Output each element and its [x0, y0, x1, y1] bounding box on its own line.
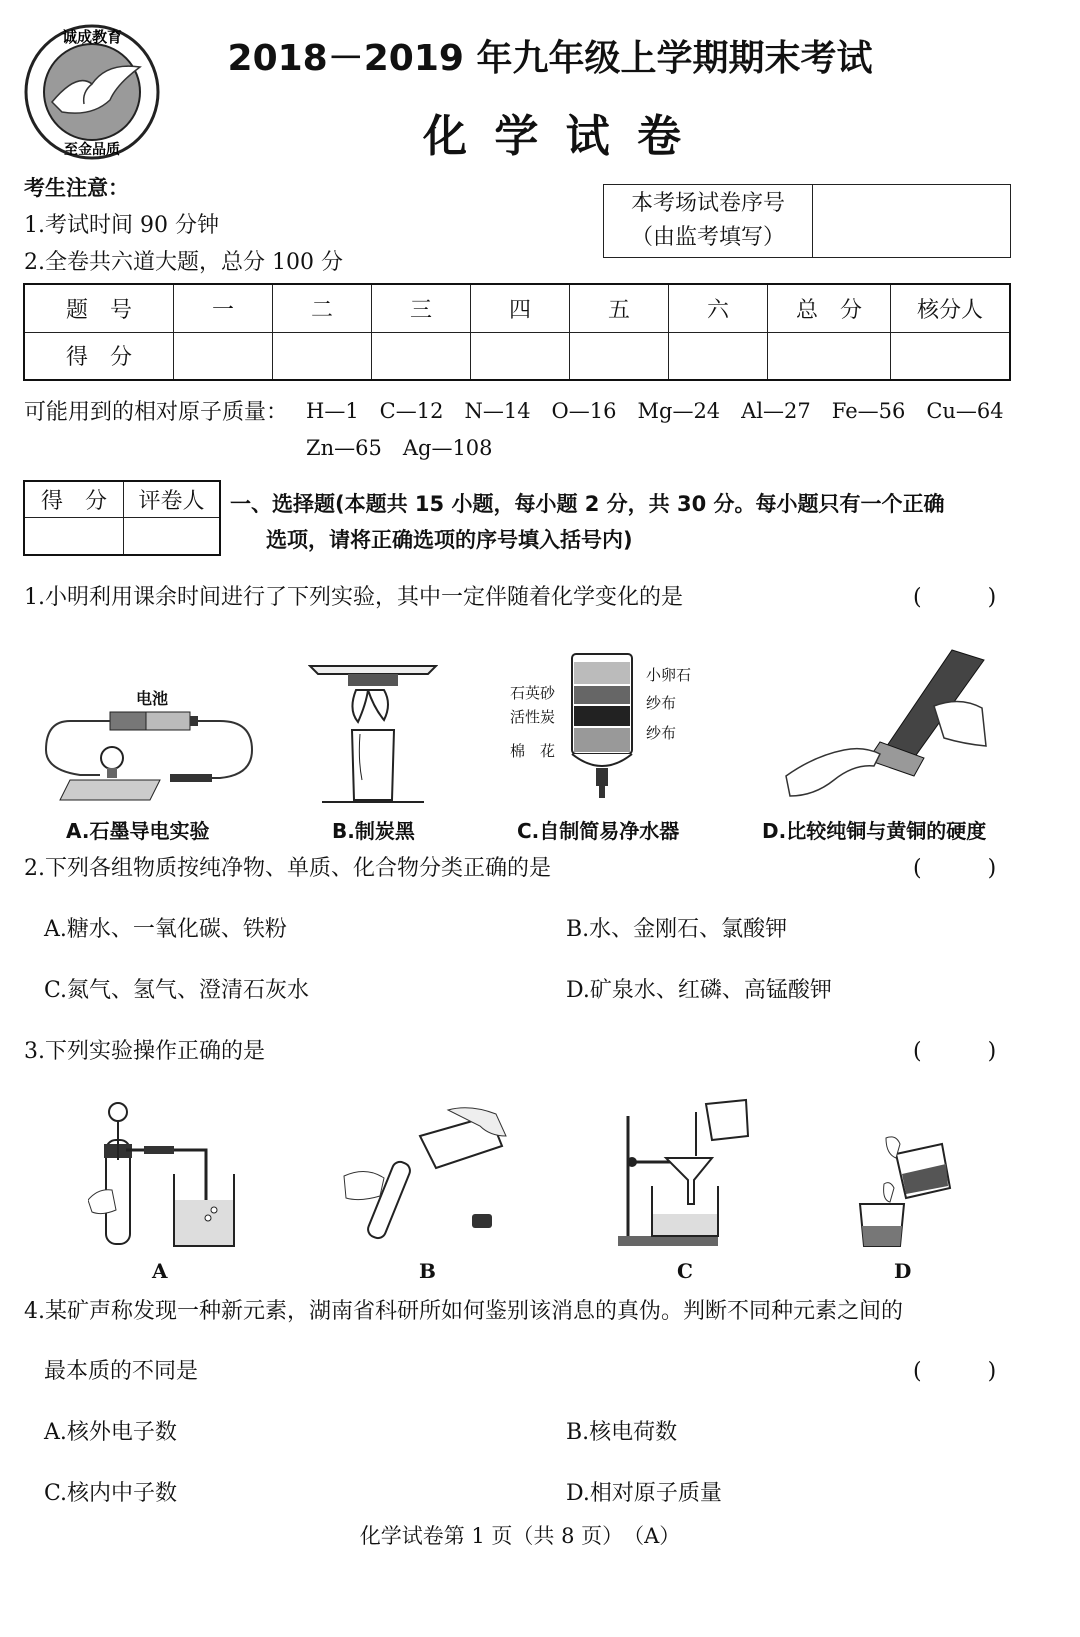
score-header-3: 三 — [372, 284, 471, 332]
score-cell-6[interactable] — [669, 332, 768, 380]
score-cell-4[interactable] — [471, 332, 570, 380]
q3-label-b: B — [419, 1259, 436, 1283]
score-cell-5[interactable] — [570, 332, 669, 380]
q4-option-d: D.相对原子质量 — [566, 1481, 722, 1506]
q3-figure-b-pouring — [340, 1106, 510, 1246]
q1-stem: 1.小明利用课余时间进行了下列实验，其中一定伴随着化学变化的是 — [24, 585, 683, 610]
q1-figure-d-metal-plates — [784, 646, 994, 806]
serial-number-box — [603, 184, 1011, 258]
q3-label-d: D — [894, 1259, 912, 1283]
score-cell-checker[interactable] — [891, 332, 1011, 380]
q3-stem: 3.下列实验操作正确的是 — [24, 1039, 265, 1064]
paper-title: 化 学 试 卷 — [423, 111, 687, 162]
score-cell-2[interactable] — [273, 332, 372, 380]
filter-label-cotton: 棉 花 — [510, 742, 556, 760]
q1-figure-c-purifier — [568, 648, 638, 800]
section1-heading: 一、选择题(本题共 15 小题，每小题 2 分，共 30 分。每小题只有一个正确 — [230, 492, 945, 516]
score-header-1: 一 — [174, 284, 273, 332]
q4-stem-cont: 最本质的不同是 — [44, 1359, 199, 1384]
filter-label-quartz: 石英砂 — [510, 684, 556, 702]
grader-score-field[interactable] — [24, 517, 124, 555]
notice-item-1: 1.考试时间 90 分钟 — [24, 213, 219, 238]
q1-figure-b-candle — [308, 660, 438, 805]
score-row-label: 得 分 — [24, 332, 174, 380]
section1-heading-cont: 选项，请将正确选项的序号填入括号内) — [266, 528, 633, 552]
q3-figure-a-airtightness — [88, 1100, 238, 1250]
exam-title: 2018－2019 年九年级上学期期末考试 — [227, 38, 873, 79]
score-cell-3[interactable] — [372, 332, 471, 380]
q3-label-a: A — [152, 1259, 168, 1283]
q2-option-c: C.氮气、氢气、澄清石灰水 — [44, 978, 310, 1003]
filter-label-gauze-2: 纱布 — [646, 724, 677, 742]
score-header-label: 题 号 — [24, 284, 174, 332]
score-table — [23, 283, 1011, 381]
q3-figure-c-filtration — [614, 1096, 764, 1250]
score-header-2: 二 — [273, 284, 372, 332]
q2-stem: 2.下列各组物质按纯净物、单质、化合物分类正确的是 — [24, 856, 551, 881]
q2-option-b: B.水、金刚石、氯酸钾 — [566, 917, 788, 942]
q2-answer-paren[interactable]: ( ) — [913, 856, 997, 881]
logo-top-text: 诚成教育 — [61, 28, 123, 46]
atomic-mass-label: 可能用到的相对原子质量： — [24, 400, 289, 425]
score-cell-1[interactable] — [174, 332, 273, 380]
score-cell-total[interactable] — [768, 332, 891, 380]
score-header-6: 六 — [669, 284, 768, 332]
q4-stem: 4.某矿声称发现一种新元素，湖南省科研所如何鉴别该消息的真伪。判断不同种元素之间的 — [24, 1299, 903, 1324]
serial-box-note: （由监考填写） — [630, 225, 785, 250]
q3-label-c: C — [677, 1259, 693, 1283]
q2-option-d: D.矿泉水、红磷、高锰酸钾 — [566, 978, 832, 1003]
q3-figure-d-pouring-beakers — [856, 1134, 956, 1250]
filter-label-gauze-1: 纱布 — [646, 694, 677, 712]
score-header-total: 总 分 — [768, 284, 891, 332]
q1-battery-label: 电池 — [136, 689, 169, 708]
atomic-mass-line1: H—1 C—12 N—14 O—16 Mg—24 Al—27 Fe—56 Cu—64 — [306, 399, 1004, 423]
grader-name-label: 评卷人 — [124, 481, 221, 517]
q1-answer-paren[interactable]: ( ) — [913, 585, 997, 610]
filter-label-pebbles: 小卵石 — [646, 666, 692, 684]
notice-heading: 考生注意： — [24, 176, 129, 200]
page-footer: 化学试卷第 1 页（共 8 页） （A） — [359, 1524, 681, 1548]
serial-box-label: 本考场试卷序号 — [630, 191, 785, 216]
q3-answer-paren[interactable]: ( ) — [913, 1039, 997, 1064]
grader-name-field[interactable] — [124, 517, 221, 555]
q2-option-a: A.糖水、一氧化碳、铁粉 — [44, 917, 287, 942]
q4-option-a: A.核外电子数 — [44, 1420, 177, 1445]
q1-caption-a: A.石墨导电实验 — [66, 819, 210, 843]
q1-caption-d: D.比较纯铜与黄铜的硬度 — [762, 819, 987, 843]
score-header-5: 五 — [570, 284, 669, 332]
atomic-mass-line2: Zn—65 Ag—108 — [306, 436, 493, 460]
score-header-4: 四 — [471, 284, 570, 332]
grader-score-label: 得 分 — [24, 481, 124, 517]
logo-bottom-text: 至金品质 — [64, 142, 120, 158]
serial-number-field[interactable] — [813, 185, 1011, 258]
q1-caption-c: C.自制简易净水器 — [517, 819, 680, 843]
q4-answer-paren[interactable]: ( ) — [913, 1359, 997, 1384]
q1-caption-b: B.制炭黑 — [332, 819, 415, 843]
grader-box — [23, 480, 221, 556]
q4-option-b: B.核电荷数 — [566, 1420, 678, 1445]
score-header-checker: 核分人 — [891, 284, 1011, 332]
notice-item-2: 2.全卷共六道大题，总分 100 分 — [24, 250, 343, 275]
q4-option-c: C.核内中子数 — [44, 1481, 178, 1506]
filter-label-carbon: 活性炭 — [510, 708, 556, 726]
